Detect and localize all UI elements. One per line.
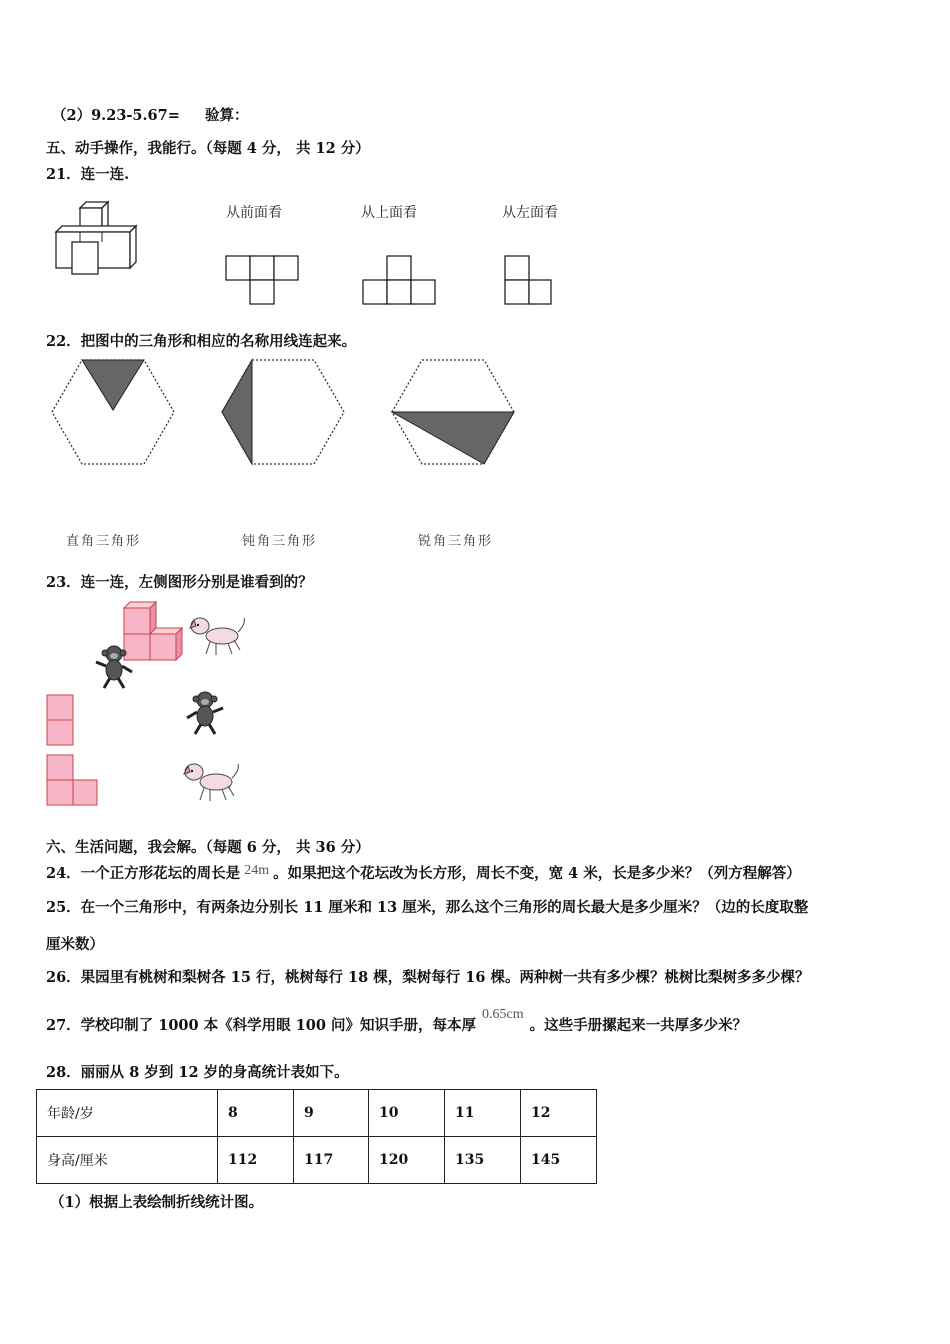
table-cell: 135 [445,1137,521,1184]
section5-title: 五、动手操作，我能行。（每题 4 分， 共 12 分） [46,140,370,157]
q2-calc-expression: （2）9.23-5.67= [52,107,180,124]
q27-text-after: 。这些手册摞起来一共厚多少米？ [529,1017,748,1034]
dog-icon [188,614,248,658]
q28-sub1: （1）根据上表绘制折线统计图。 [50,1194,264,1211]
q2-check-label: 验算： [204,107,249,124]
q23-shape-l [46,754,102,808]
q21-shape-inverted-t [362,254,442,306]
q23-shape-vertical [46,694,76,748]
q21-view-left-label: 从左面看 [502,205,558,221]
q22-name-acute: 锐角三角形 [418,534,494,549]
q24-text-before: 24．一个正方形花坛的周长是 [46,865,241,882]
q22-name-obtuse: 钝角三角形 [242,534,318,549]
q27-line [46,1007,748,1035]
q21-text: 21．连一连. [46,166,130,183]
q26-text: 26．果园里有桃树和梨树各 15 行，桃树每行 18 棵，梨树每行 16 棵。两种树一共有多少棵？桃树比梨树多多少棵？ [46,969,810,986]
table-cell: 117 [294,1137,369,1184]
q22-text: 22．把图中的三角形和相应的名称用线连起来。 [46,333,357,350]
q21-shape-t [224,254,304,304]
q24-line [46,862,801,883]
table-cell: 10 [369,1090,445,1137]
table-cell: 11 [445,1090,521,1137]
table-cell: 120 [369,1137,445,1184]
height-table [36,1089,597,1184]
q22-name-right: 直角三角形 [66,534,142,549]
q22-hexagon-acute-triangle [390,358,516,468]
q28-text: 28．丽丽从 8 岁到 12 岁的身高统计表如下。 [46,1064,349,1081]
q27-value: 0.65cm [482,1007,524,1022]
table-cell: 12 [521,1090,597,1137]
q25-line1: 25．在一个三角形中，有两条边分别长 11 厘米和 13 厘米，那么这个三角形的周长最大是多少厘米？（边的长度取整 [46,899,809,916]
q24-text-after: 。如果把这个花坛改为长方形，周长不变，宽 4 米，长是多少米？（列方程解答） [273,865,801,882]
table-row [37,1090,597,1137]
q21-view-front-label: 从前面看 [226,205,282,221]
table-cell: 112 [218,1137,294,1184]
table-cell: 145 [521,1137,597,1184]
dog-icon [182,760,242,804]
monkey-icon [92,644,136,690]
q23-text: 23．连一连，左侧图形分别是谁看到的？ [46,574,313,591]
q25-line2: 厘米数） [46,936,104,953]
q22-hexagon-obtuse-triangle [220,358,346,468]
q22-hexagon-right-triangle [50,358,176,468]
table-header-height: 身高/厘米 [37,1137,218,1184]
monkey-icon [183,690,227,736]
q24-value: 24m [244,863,270,878]
q2-calc-line [52,104,248,125]
table-cell: 8 [218,1090,294,1137]
q21-view-top-label: 从上面看 [361,205,417,221]
table-cell: 9 [294,1090,369,1137]
q27-text-before: 27．学校印制了 1000 本《科学用眼 100 问》知识手册，每本厚 [46,1017,476,1034]
table-header-age: 年龄/岁 [37,1090,218,1137]
table-row [37,1137,597,1184]
q21-cube-stack [50,198,150,278]
q21-shape-l [503,254,563,306]
section6-title: 六、生活问题，我会解。（每题 6 分， 共 36 分） [46,839,370,856]
